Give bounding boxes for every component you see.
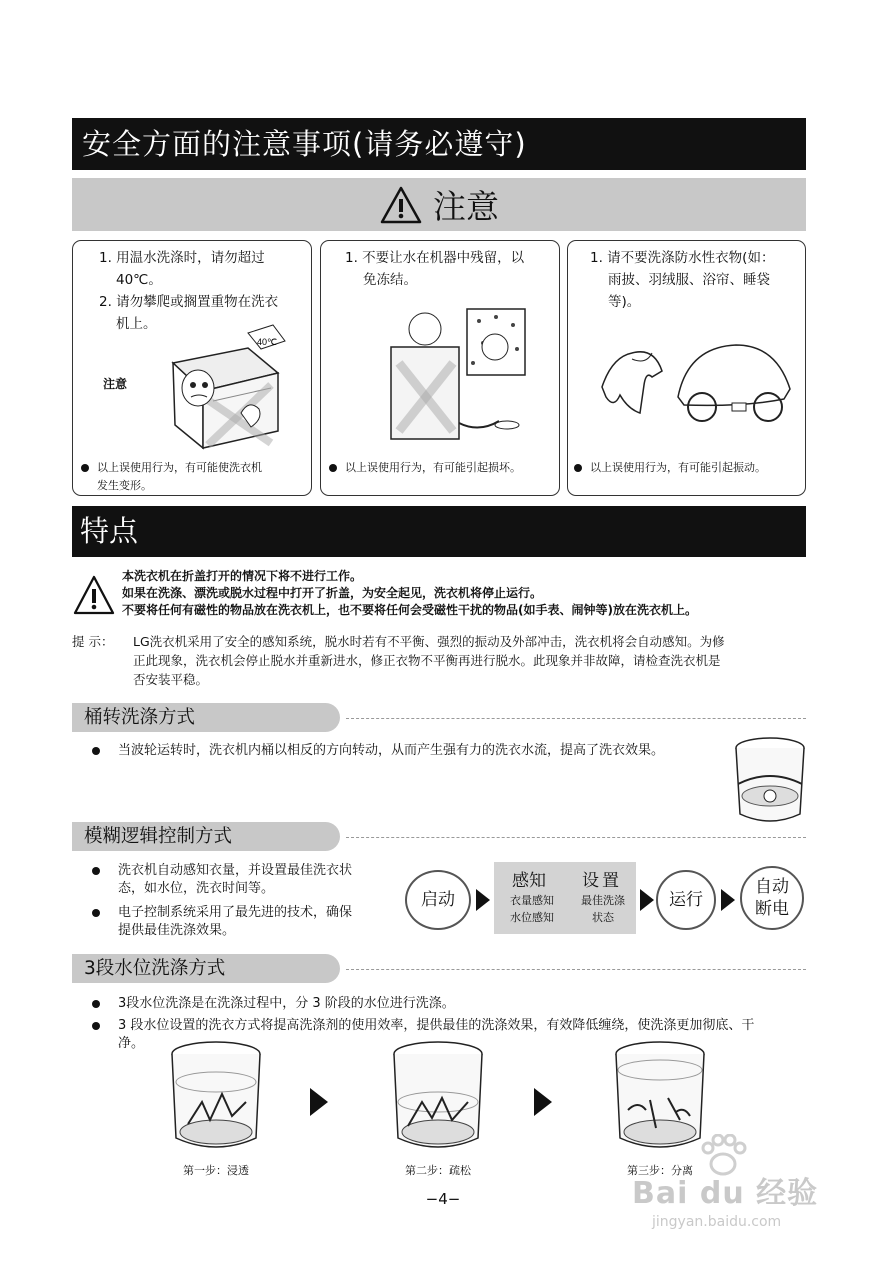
bullet-dot — [329, 464, 337, 472]
divider — [346, 837, 806, 838]
flow-sense-title: 感知 — [512, 871, 546, 891]
watermark — [632, 1168, 832, 1230]
arrow-right-icon — [640, 889, 654, 911]
temp-tag: 40℃ — [257, 337, 278, 347]
box3-line-1: 1. 请不要洗涤防水性衣物(如： — [590, 250, 775, 266]
arrow-right-icon — [721, 889, 735, 911]
watermark-brand: Bai du 经验 — [632, 1176, 819, 1211]
box1-line-2: 40℃。 — [116, 272, 162, 288]
box1-note-2: 发生变形。 — [97, 479, 152, 492]
tub-rotation-text: 当波轮运转时，洗衣机内桶以相反的方向转动，从而产生强有力的洗衣水流，提高了洗衣效果。 — [118, 743, 665, 758]
tub-step-2-illustration — [388, 1040, 488, 1158]
box1-line-3: 2. 请勿攀爬或搁置重物在洗衣 — [99, 294, 279, 310]
water-bullet-1: 3段水位洗涤是在洗涤过程中，分 3 阶段的水位进行洗涤。 — [118, 996, 455, 1011]
flow-run-label: 运行 — [669, 890, 703, 910]
warning-triangle-icon — [379, 185, 423, 225]
step-2-caption: 第二步：疏松 — [405, 1164, 471, 1177]
hint-line-2: 正此现象，洗衣机会停止脱水并重新进水，修正衣物不平衡再进行脱水。此现象并非故障，请检查洗衣机是 — [133, 653, 721, 668]
frozen-washer-illustration — [371, 303, 531, 449]
bullet-dot — [92, 1000, 100, 1008]
bullet-dot — [92, 1022, 100, 1030]
caution-box-3 — [567, 240, 806, 496]
warning-line-1: 本洗衣机在折盖打开的情况下将不进行工作。 — [122, 569, 363, 583]
water-bullet-2-line-2: 净。 — [118, 1036, 145, 1051]
caution-box-2 — [320, 240, 560, 496]
box1-line-4: 机上。 — [116, 316, 157, 332]
hint-line-3: 否安装平稳。 — [133, 672, 209, 687]
section-title-tub-rotation: 桶转洗涤方式 — [72, 703, 340, 732]
arrow-right-icon — [476, 889, 490, 911]
features-title: 特点 — [72, 506, 806, 557]
section-title-3-level-water: 3段水位洗涤方式 — [72, 954, 340, 983]
box3-note-1: 以上误使用行为，有可能引起振动。 — [590, 461, 766, 474]
step-1-caption: 第一步：浸透 — [183, 1164, 249, 1177]
fuzzy-bullet-2-line-2: 提供最佳洗涤效果。 — [118, 923, 236, 938]
waterproof-clothing-illustration — [592, 337, 792, 425]
arrow-right-icon — [310, 1088, 328, 1116]
divider — [346, 718, 806, 719]
arrow-right-icon — [534, 1088, 552, 1116]
tub-step-1-illustration — [166, 1040, 266, 1158]
box2-line-2: 免冻结。 — [363, 272, 417, 288]
hint-label: 提 示： — [72, 634, 114, 649]
bullet-dot — [92, 747, 100, 755]
caution-label: 注意 — [433, 187, 499, 226]
divider — [346, 969, 806, 970]
washer-climb-illustration — [153, 313, 293, 453]
box2-note-1: 以上误使用行为，有可能引起损坏。 — [345, 461, 521, 474]
box3-line-3: 等)。 — [608, 294, 641, 310]
flow-sense-item-2: 水位感知 — [510, 911, 554, 924]
flow-auto-off-line-2: 断电 — [755, 899, 789, 919]
fuzzy-bullet-2-line-1: 电子控制系统采用了最先进的技术，确保 — [118, 905, 353, 920]
flow-start-label: 启动 — [421, 890, 455, 910]
box1-note-1: 以上误使用行为，有可能使洗衣机 — [97, 461, 262, 474]
caution-banner — [72, 178, 806, 231]
box3-line-2: 雨披、羽绒服、浴帘、睡袋 — [608, 272, 770, 288]
page-number: −4− — [425, 1190, 461, 1208]
flow-auto-off-circle — [740, 866, 804, 930]
box2-line-1: 1. 不要让水在机器中残留，以 — [345, 250, 525, 266]
box1-line-1: 1. 用温水洗涤时，请勿超过 — [99, 250, 265, 266]
watermark-url: jingyan.baidu.com — [652, 1214, 782, 1230]
flow-sense-item-1: 衣量感知 — [510, 894, 554, 907]
flow-sense-set-box — [494, 862, 636, 934]
flow-set-item-1: 最佳洗涤 — [581, 894, 625, 907]
bullet-dot — [81, 464, 89, 472]
bullet-dot — [92, 867, 100, 875]
bullet-dot — [92, 909, 100, 917]
box1-side-label: 注意 — [103, 377, 128, 391]
warning-triangle-icon — [72, 574, 116, 616]
tub-step-3-illustration — [610, 1040, 710, 1158]
flow-set-title: 设置 — [582, 871, 622, 891]
bullet-dot — [574, 464, 582, 472]
flow-set-item-2: 状态 — [592, 911, 614, 924]
section-title-fuzzy-logic: 模糊逻辑控制方式 — [72, 822, 340, 851]
caution-box-1 — [72, 240, 312, 496]
page-title: 安全方面的注意事项(请务必遵守) — [72, 118, 806, 170]
step-3-caption: 第三步：分离 — [627, 1164, 693, 1177]
hint-line-1: LG洗衣机采用了安全的感知系统，脱水时若有不平衡、强烈的振动及外部冲击，洗衣机将会自动感知。为修 — [133, 634, 725, 649]
rotating-tub-illustration — [730, 734, 810, 828]
flow-run-circle — [656, 870, 716, 930]
fuzzy-bullet-1-line-2: 态，如水位，洗衣时间等。 — [118, 881, 275, 896]
flow-start-circle — [405, 870, 471, 930]
fuzzy-bullet-1-line-1: 洗衣机自动感知衣量，并设置最佳洗衣状 — [118, 863, 353, 878]
warning-line-2: 如果在洗涤、漂洗或脱水过程中打开了折盖，为安全起见，洗衣机将停止运行。 — [122, 586, 543, 600]
flow-auto-off-line-1: 自动 — [755, 877, 789, 897]
warning-line-3: 不要将任何有磁性的物品放在洗衣机上，也不要将任何会受磁性干扰的物品(如手表、闹钟等)放在洗衣机上。 — [122, 603, 697, 617]
paw-icon — [698, 1134, 748, 1176]
water-bullet-2-line-1: 3 段水位设置的洗衣方式将提高洗涤剂的使用效率，提供最佳的洗涤效果，有效降低缠绕，使洗涤更加彻底、干 — [118, 1018, 755, 1033]
